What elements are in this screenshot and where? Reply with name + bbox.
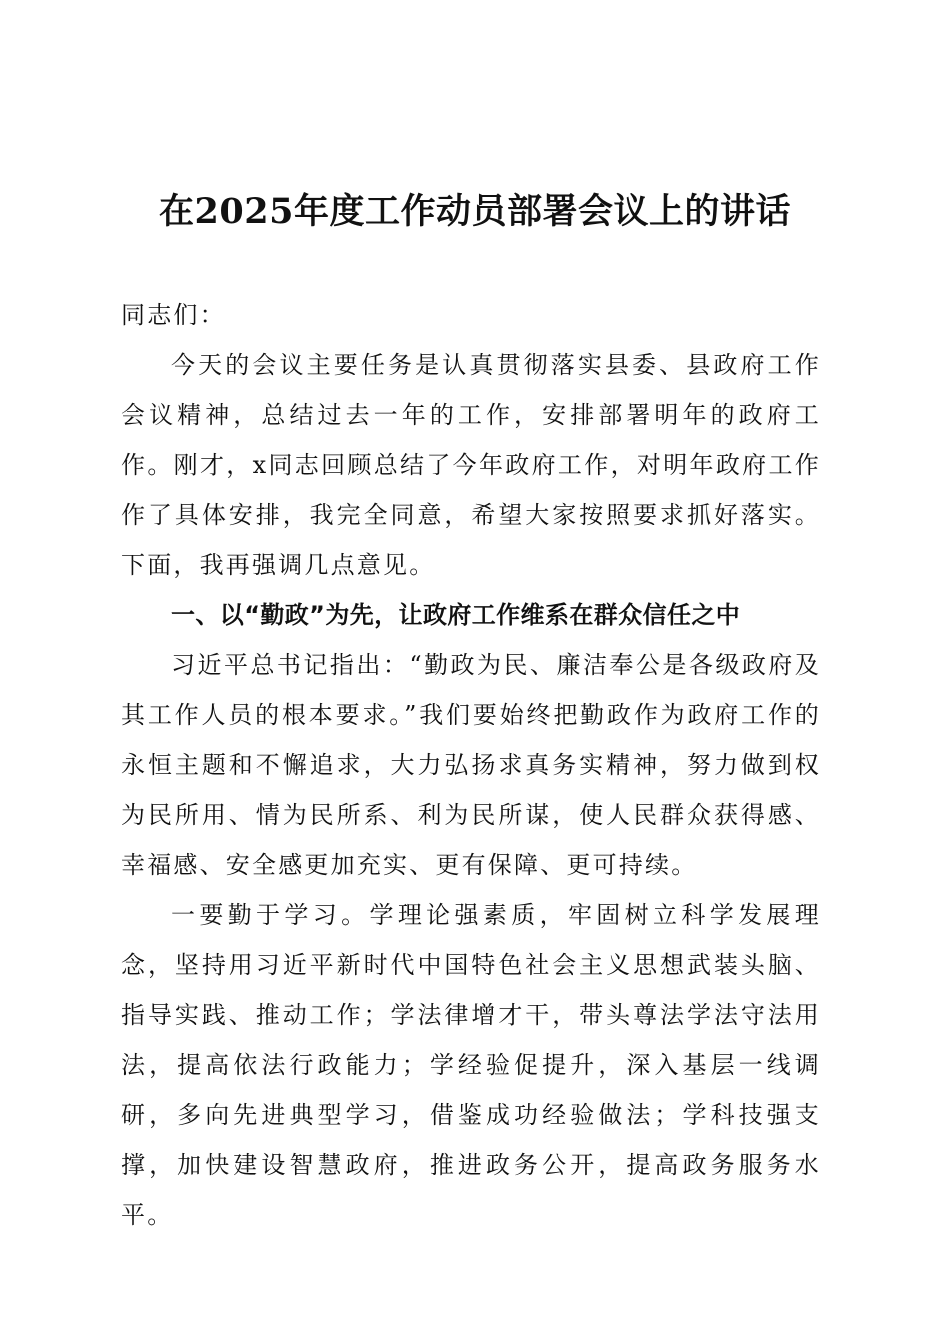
section-paragraph: 习近平总书记指出：“勤政为民、廉洁奉公是各级政府及其工作人员的根本要求。”我们要始终把勤政作为政府工作的永恒主题和不懈追求，大力弘扬求真务实精神，努力做到权为民所用、情为民所系、利为民所谋，使人民群众获得感、幸福感、安全感更加充实、更有保障、更可持续。 bbox=[121, 651, 821, 879]
intro-paragraph: 今天的会议主要任务是认真贯彻落实县委、县政府工作会议精神，总结过去一年的工作，安排部署明年的政府工作。刚才，x同志回顾总结了今年政府工作，对明年政府工作作了具体安排，我完全同意，希望大家按照要求抓好落实。下面，我再强调几点意见。 bbox=[121, 351, 821, 579]
salutation: 同志们： bbox=[121, 301, 226, 329]
section-paragraph: 一要勤于学习。学理论强素质，牢固树立科学发展理念，坚持用习近平新时代中国特色社会主义思想武装头脑、指导实践、推动工作；学法律增才干，带头尊法学法守法用法，提高依法行政能力；学经验促提升，深入基层一线调研，多向先进典型学习，借鉴成功经验做法；学科技强支撑，加快建设智慧政府，推进政务公开，提高政务服务水平。 bbox=[121, 901, 821, 1229]
document-title: 在2025年度工作动员部署会议上的讲话 bbox=[159, 191, 791, 232]
document-body bbox=[121, 290, 821, 1240]
section-heading: 一、以“勤政”为先，让政府工作维系在群众信任之中 bbox=[171, 601, 741, 629]
